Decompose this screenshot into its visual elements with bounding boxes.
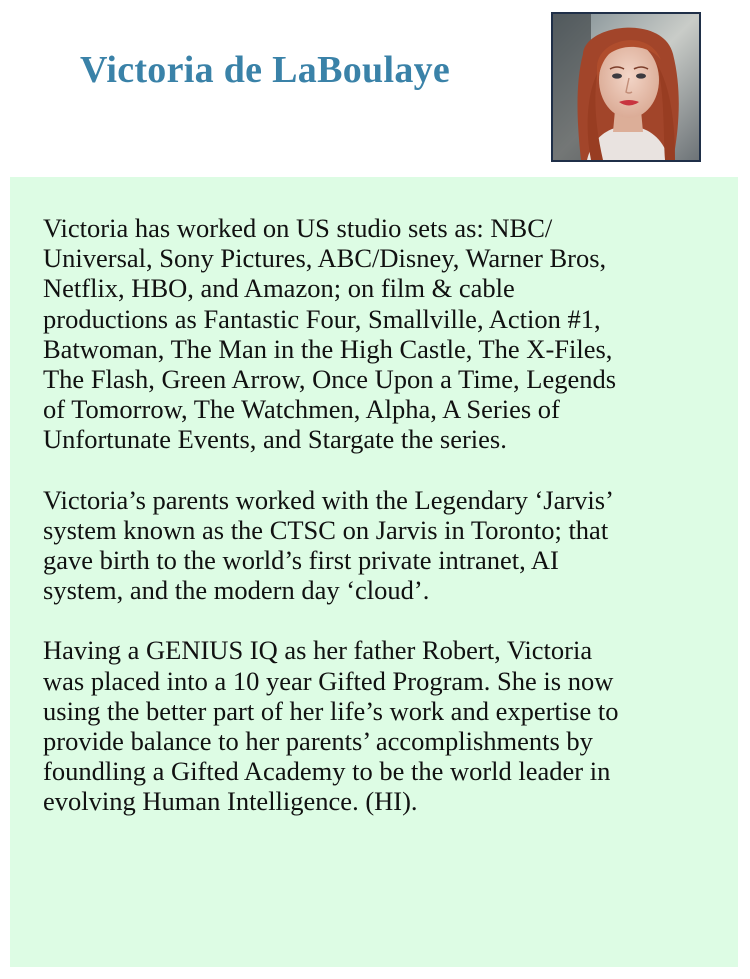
bio-line: Having a GENIUS IQ as her father Robert, Victoria [43, 635, 593, 666]
portrait-photo [551, 12, 701, 162]
bio-line: using the better part of her life’s work and expertise to [43, 695, 619, 726]
bio-line: provide balance to her parents’ accomplishments by [43, 726, 593, 757]
bio-paragraph-3 [43, 635, 733, 816]
bio-line: Batwoman, The Man in the High Castle, The X-Files, [43, 333, 613, 364]
bio-line: evolving Human Intelligence. (HI). [43, 786, 418, 817]
bio-text [43, 213, 733, 847]
bio-line: gave birth to the world’s first private intranet, AI [43, 545, 559, 576]
bio-panel [10, 177, 738, 967]
bio-line: Unfortunate Events, and Stargate the series. [43, 424, 507, 455]
bio-line: Universal, Sony Pictures, ABC/Disney, Warner Bros, [43, 243, 607, 274]
bio-line: foundling a Gifted Academy to be the world leader in [43, 756, 611, 787]
bio-line: of Tomorrow, The Watchmen, Alpha, A Series of [43, 394, 560, 425]
bio-line: productions as Fantastic Four, Smallville, Action #1, [43, 303, 601, 334]
person-name: Victoria de LaBoulaye [80, 49, 451, 91]
bio-line: The Flash, Green Arrow, Once Upon a Time, Legends [43, 364, 617, 395]
bio-line: Victoria has worked on US studio sets as: NBC/ [43, 213, 553, 243]
bio-line: was placed into a 10 year Gifted Program. She is now [43, 665, 614, 696]
bio-paragraph-1 [43, 213, 733, 455]
bio-line: Netflix, HBO, and Amazon; on film & cable [43, 273, 515, 304]
header [0, 0, 750, 177]
bio-line: system known as the CTSC on Jarvis in Toronto; that [43, 514, 609, 545]
bio-line: system, and the modern day ‘cloud’. [43, 575, 430, 606]
portrait-image [553, 14, 699, 160]
bio-line: Victoria’s parents worked with the Legendary ‘Jarvis’ [43, 484, 614, 515]
bio-paragraph-2 [43, 485, 733, 606]
